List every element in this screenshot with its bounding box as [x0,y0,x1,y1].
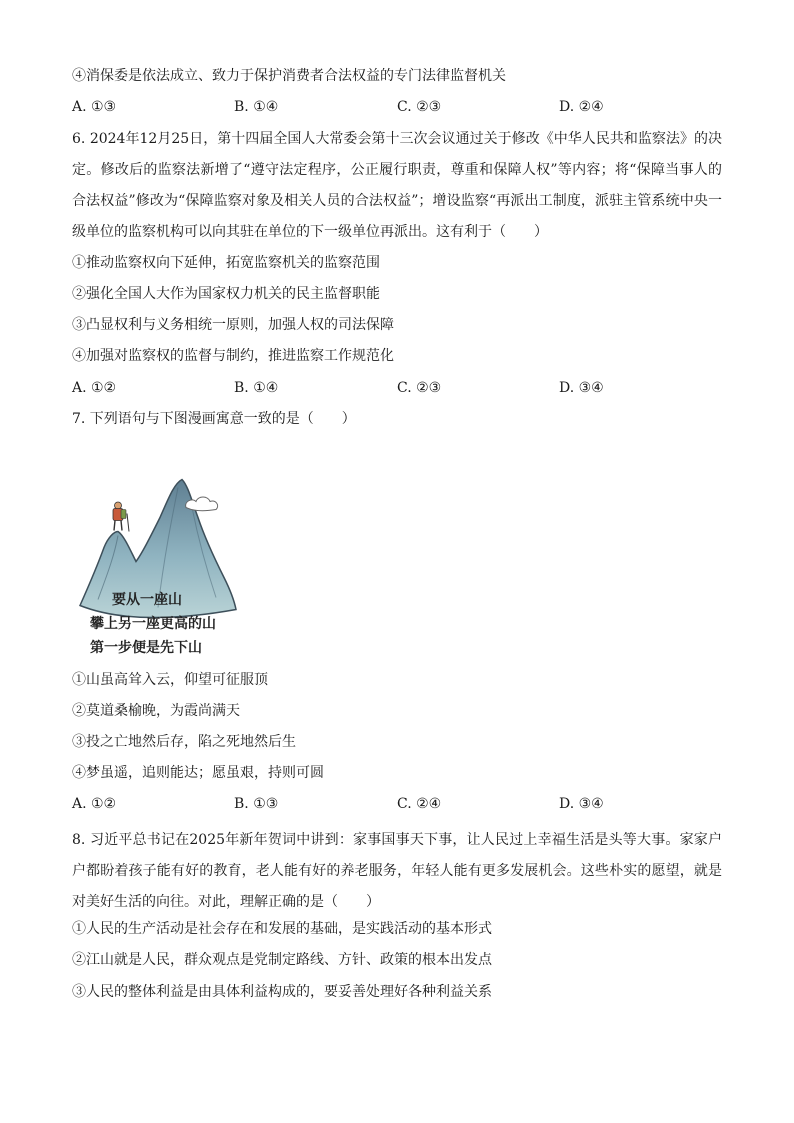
caption-line-3: 第一步便是先下山 [90,640,202,656]
q5-option-a: A. ①③ [72,99,117,115]
q6-item-3: ③凸显权利与义务相统一原则，加强人权的司法保障 [72,317,394,333]
q7-option-a: A. ①② [72,796,117,812]
q8-item-1: ①人民的生产活动是社会存在和发展的基础，是实践活动的基本形式 [72,921,492,937]
q7-item-3: ③投之亡地然后存，陷之死地然后生 [72,734,296,750]
q7-option-b: B. ①③ [234,796,279,812]
q7-item-4: ④梦虽遥，追则能达；愿虽艰，持则可圆 [72,765,324,781]
q7-item-2: ②莫道桑榆晚，为霞尚满天 [72,703,240,719]
q5-item-4: ④消保委是依法成立、致力于保护消费者合法权益的专门法律监督机关 [72,68,506,84]
q6-options [72,378,722,398]
q8-stem: 8. 习近平总书记在2025年新年贺词中讲到：家事国事天下事，让人民过上幸福生活是头等大事。家家户户都盼着孩子能有好的教育，老人能有好的养老服务，年轻人能有更多发展机会。这些朴实的愿望，就是对美好生活的向往。对此，理解正确的是（ ） [72,832,722,910]
q6-item-1: ①推动监察权向下延伸，拓宽监察机关的监察范围 [72,255,380,271]
q5-option-c: C. ②③ [397,99,442,115]
q7-option-d: D. ③④ [559,796,604,812]
caption-line-1: 要从一座山 [112,592,182,608]
q8-item-2: ②江山就是人民，群众观点是党制定路线、方针、政策的根本出发点 [72,952,492,968]
q6-item-4: ④加强对监察权的监督与制约，推进监察工作规范化 [72,348,394,364]
q6-option-b: B. ①④ [234,380,279,396]
cartoon-caption [90,588,250,660]
q6-stem: 6. 2024年12月25日，第十四届全国人大常委会第十三次会议通过关于修改《中华人民共和监察法》的决定。修改后的监察法新增了“遵守法定程序，公正履行职责，尊重和保障人权”等内容；将“保障当事人的合法权益”修改为“保障监察对象及相关人员的合法权益”；增设监察“再派出工制度，派驻主管系统中央一级单位的监察机构可以向其驻在单位的下一级单位再派出。这有利于（ ） [72,131,722,240]
q6-option-a: A. ①② [72,380,117,396]
q5-options [72,97,722,117]
q7-stem: 7. 下列语句与下图漫画寓意一致的是（ ） [72,411,356,427]
q5-option-b: B. ①④ [234,99,279,115]
q5-option-d: D. ②④ [559,99,604,115]
q7-item-1: ①山虽高耸入云，仰望可征服顶 [72,672,268,688]
q6-item-2: ②强化全国人大作为国家权力机关的民主监督职能 [72,286,380,302]
q6-option-c: C. ②③ [397,380,442,396]
q8-item-3: ③人民的整体利益是由具体利益构成的，要妥善处理好各种利益关系 [72,984,492,1000]
caption-line-2: 攀上另一座更高的山 [90,616,216,632]
q7-option-c: C. ②④ [397,796,442,812]
q6-option-d: D. ③④ [559,380,604,396]
hiker-figure [113,502,129,532]
q7-options [72,794,722,814]
